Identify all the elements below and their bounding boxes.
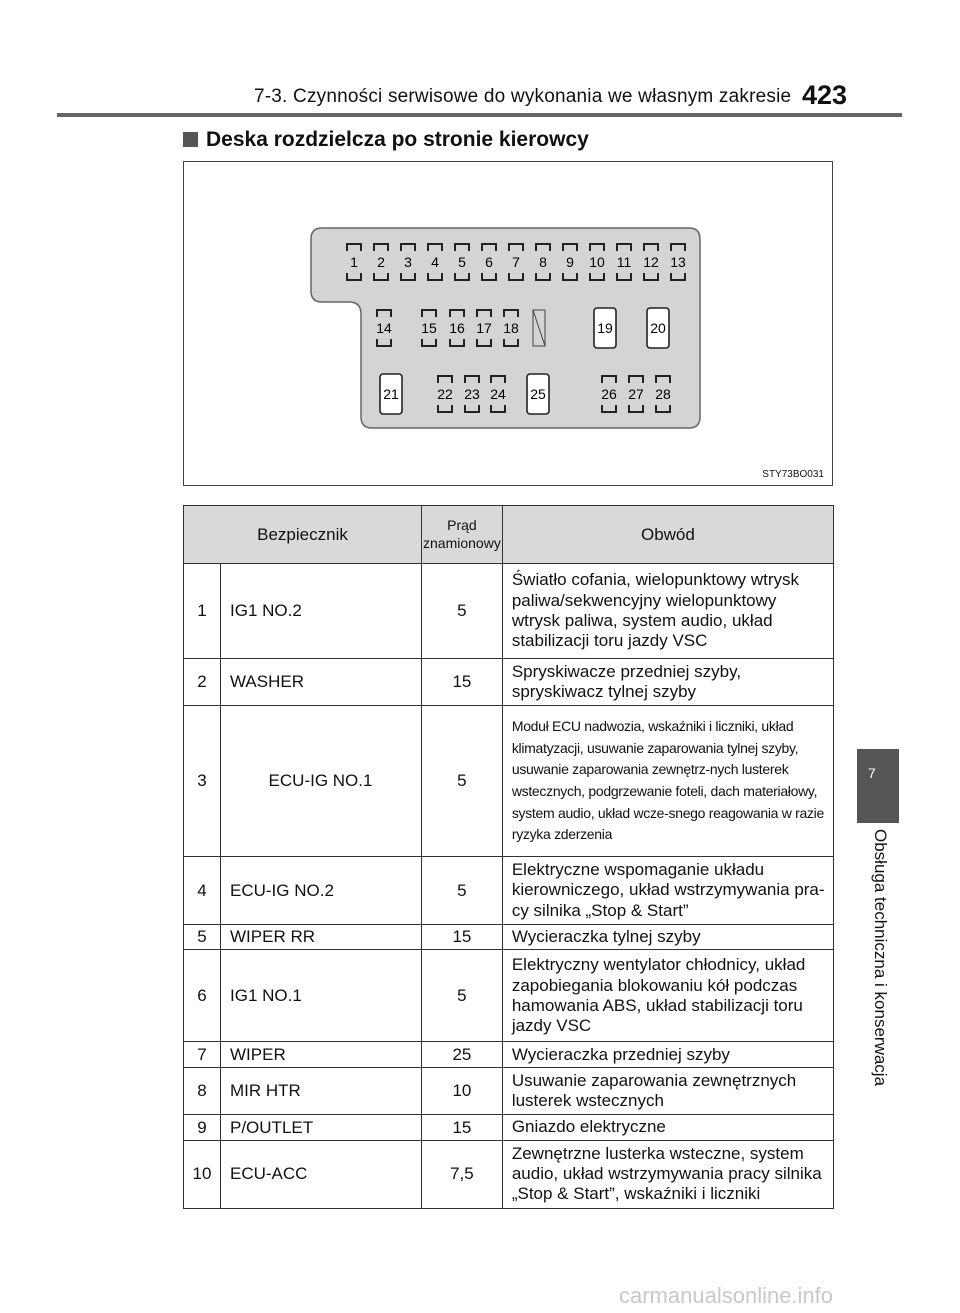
table-row — [184, 1068, 834, 1115]
fuse-slot-label: 20 — [650, 320, 666, 336]
fuse-number: 4 — [184, 857, 221, 925]
fuse-slot-label: 1 — [350, 254, 358, 270]
page-number: 423 — [802, 80, 848, 110]
fuse-slot-label: 24 — [490, 386, 506, 402]
fuse-rating: 5 — [422, 857, 503, 925]
fuse-rating: 5 — [422, 706, 503, 857]
fuse-slot-label: 5 — [458, 254, 466, 270]
fuse-name: WASHER — [221, 659, 422, 706]
fuse-slot-label: 11 — [616, 254, 632, 270]
chapter-side-label — [864, 829, 894, 1124]
fuse-slot-label: 16 — [449, 320, 465, 336]
table-row — [184, 925, 834, 950]
fuse-number: 2 — [184, 659, 221, 706]
fuse-table — [183, 505, 834, 1209]
fuse-slot-label: 23 — [464, 386, 480, 402]
fuse-slot-label: 14 — [376, 320, 392, 336]
fuse-rating: 5 — [422, 564, 503, 659]
fuse-number: 8 — [184, 1068, 221, 1115]
chapter-heading: 7-3. Czynności serwisowe do wykonania we własnym zakresie — [254, 86, 792, 107]
fuse-slot-label: 12 — [643, 254, 659, 270]
fuse-slot-label: 10 — [589, 254, 605, 270]
fuse-rating: 25 — [422, 1042, 503, 1068]
fuse-number: 9 — [184, 1115, 221, 1140]
fuse-circuit: Elektryczny wentylator chłodnicy, układ zapobiegania blokowaniu kół podczas hamowania ABS, układ stabilizacji toru jazdy VSC — [502, 950, 833, 1042]
chapter-tab — [857, 749, 899, 823]
fuse-number: 3 — [184, 706, 221, 857]
fuse-slot-label: 8 — [539, 254, 547, 270]
fuse-box-figure — [183, 161, 833, 486]
fuse-slot-label: 3 — [404, 254, 412, 270]
chapter-side-text: Obsługa techniczna i konserwacja — [871, 829, 890, 1087]
table-row — [184, 659, 834, 706]
section-title-text: Deska rozdzielcza po stronie kierowcy — [206, 128, 589, 151]
fuse-slot-label: 6 — [485, 254, 493, 270]
fuse-slot-label: 19 — [597, 320, 613, 336]
table-row — [184, 1115, 834, 1140]
fuse-rating: 7,5 — [422, 1140, 503, 1208]
fuse-number: 10 — [184, 1140, 221, 1208]
header-rated-current: Prąd znamionowy — [422, 506, 503, 564]
fuse-slot-label: 21 — [383, 386, 399, 402]
fuse-circuit: Wycieraczka przedniej szyby — [502, 1042, 833, 1068]
fuse-name: P/OUTLET — [221, 1115, 422, 1140]
fuse-box-diagram — [184, 162, 834, 487]
table-row — [184, 1042, 834, 1068]
page-header — [0, 0, 960, 112]
figure-code: STY73BO031 — [762, 469, 824, 480]
chapter-tab-number: 7 — [868, 765, 876, 781]
fuse-rating: 5 — [422, 950, 503, 1042]
fuse-name: ECU-ACC — [221, 1140, 422, 1208]
fuse-rating: 15 — [422, 659, 503, 706]
fuse-number: 5 — [184, 925, 221, 950]
fuse-name: ECU-IG NO.2 — [221, 857, 422, 925]
fuse-slot-label: 25 — [530, 386, 546, 402]
fuse-circuit: Zewnętrzne lusterka wsteczne, system audio, układ wstrzymywania pracy silnika „Stop & Start”, wskaźniki i liczniki — [502, 1140, 833, 1208]
table-row — [184, 1140, 834, 1208]
table-row — [184, 706, 834, 857]
table-row — [184, 857, 834, 925]
header-circuit: Obwód — [502, 506, 833, 564]
section-title — [183, 128, 589, 152]
fuse-slot-label: 18 — [503, 320, 519, 336]
fuse-slot-label: 27 — [628, 386, 644, 402]
fuse-number: 1 — [184, 564, 221, 659]
fuse-slot-label: 17 — [476, 320, 492, 336]
header-divider — [57, 113, 902, 117]
table-header-row — [184, 506, 834, 564]
fuse-name: ECU-IG NO.1 — [221, 706, 422, 857]
table-row — [184, 564, 834, 659]
fuse-circuit: Gniazdo elektryczne — [502, 1115, 833, 1140]
fuse-slot-label: 13 — [670, 254, 686, 270]
fuse-slot-label: 28 — [655, 386, 671, 402]
table-row — [184, 950, 834, 1042]
fuse-name: IG1 NO.1 — [221, 950, 422, 1042]
watermark: carmanualsonline.info — [619, 1283, 834, 1308]
fuse-rating: 10 — [422, 1068, 503, 1115]
fuse-slot-label: 26 — [601, 386, 617, 402]
square-bullet-icon — [183, 132, 198, 147]
fuse-rating: 15 — [422, 1115, 503, 1140]
fuse-slot-label: 4 — [431, 254, 439, 270]
fuse-name: WIPER RR — [221, 925, 422, 950]
fuse-name: IG1 NO.2 — [221, 564, 422, 659]
header-fuse: Bezpiecznik — [184, 506, 422, 564]
fuse-circuit: Światło cofania, wielopunktowy wtrysk paliwa/sekwencyjny wielopunktowy wtrysk paliwa, system audio, układ stabilizacji toru jazdy VSC — [502, 564, 833, 659]
fuse-slot-label: 15 — [421, 320, 437, 336]
fuse-name: MIR HTR — [221, 1068, 422, 1115]
fuse-circuit: Moduł ECU nadwozia, wskaźniki i liczniki, układ klimatyzacji, usuwanie zaparowania tylnej szyby, usuwanie zaparowania zewnętrz-nych lusterek wstecznych, podgrzewanie foteli, dach materiałowy, system audio, układ wcze-snego reagowania w razie ryzyka zderzenia — [502, 706, 833, 857]
fuse-circuit: Wycieraczka tylnej szyby — [502, 925, 833, 950]
fuse-rating: 15 — [422, 925, 503, 950]
fuse-number: 6 — [184, 950, 221, 1042]
fuse-slot-label: 2 — [377, 254, 385, 270]
fuse-slot-label: 9 — [566, 254, 574, 270]
fuse-slot-label: 22 — [437, 386, 453, 402]
fuse-circuit: Spryskiwacze przedniej szyby, spryskiwacz tylnej szyby — [502, 659, 833, 706]
fuse-circuit: Usuwanie zaparowania zewnętrznych lusterek wstecznych — [502, 1068, 833, 1115]
fuse-name: WIPER — [221, 1042, 422, 1068]
fuse-circuit: Elektryczne wspomaganie układu kierowniczego, układ wstrzymywania pra-cy silnika „Stop & Start” — [502, 857, 833, 925]
fuse-number: 7 — [184, 1042, 221, 1068]
fuse-slot-label: 7 — [512, 254, 520, 270]
